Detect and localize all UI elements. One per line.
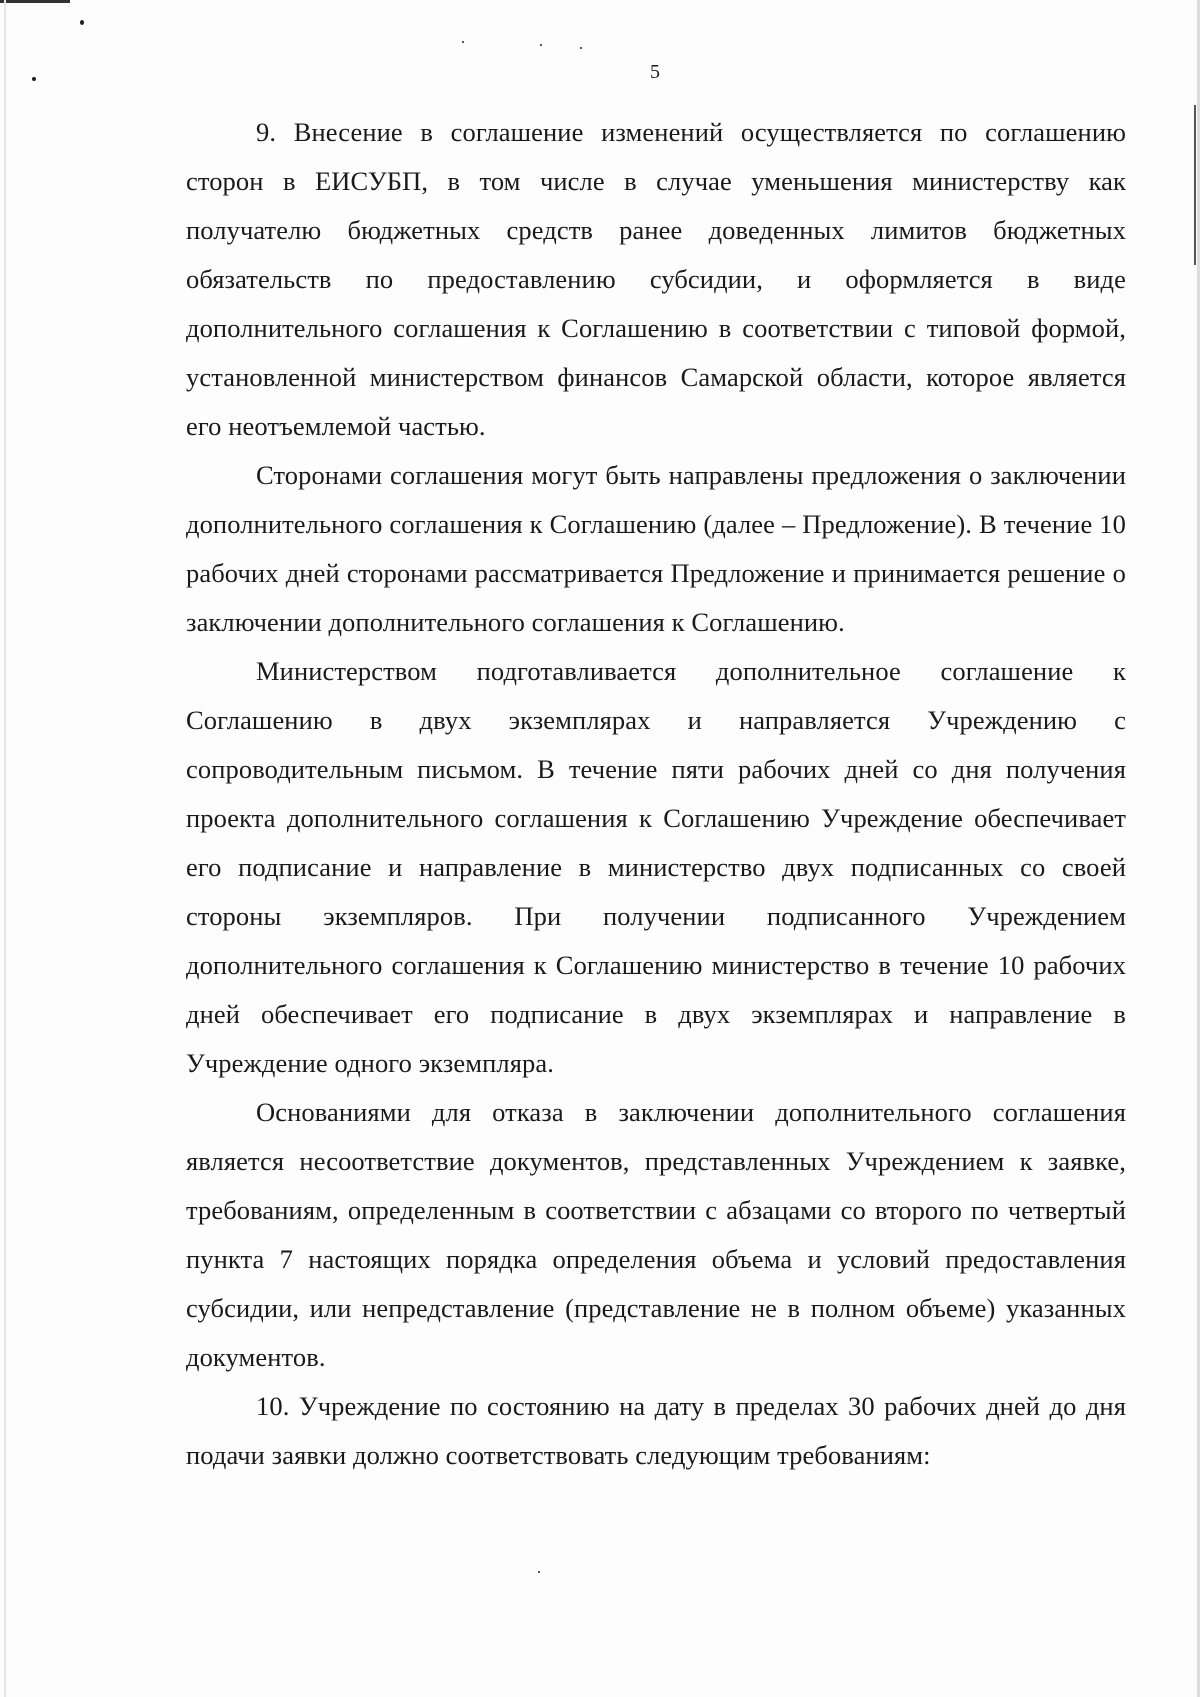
- paragraph-refusal-grounds: Основаниями для отказа в заключении дополнительного соглашения является несоответствие документов, представленных Учреждением к заявке, требованиям, определенным в соответствии с абзацами со второго по четвертый пункта 7 настоящих порядка определения объема и условий предоставления субсидии, или непредставление (представление не в полном объеме) указанных документов.: [186, 1097, 1126, 1372]
- scan-speck: [32, 77, 36, 81]
- scan-speck: [540, 44, 542, 46]
- scan-speck: [80, 20, 84, 25]
- paragraph-item-9: 9. Внесение в соглашение изменений осуществляется по соглашению сторон в ЕИСУБП, в том числе в случае уменьшения министерству как получателю бюджетных средств ранее доведенных лимитов бюджетных обязательств по предоставлению субсидии, и оформляется в виде дополнительного соглашения к Соглашению в соответствии с типовой формой, установленной министерством финансов Самарской области, которое является его неотъемлемой частью.: [186, 117, 1126, 441]
- document-body: [186, 108, 1126, 1480]
- scan-speck: [580, 47, 582, 49]
- page-number: 5: [650, 61, 660, 83]
- scan-artifact-line: [0, 0, 70, 3]
- scan-artifact-left-edge: [4, 0, 6, 1697]
- paragraph-item-10: 10. Учреждение по состоянию на дату в пределах 30 рабочих дней до дня подачи заявки должно соответствовать следующим требованиям:: [186, 1391, 1126, 1470]
- paragraph-ministry-preparation: Министерством подготавливается дополнительное соглашение к Соглашению в двух экземплярах и направляется Учреждению с сопроводительным письмом. В течение пяти рабочих дней со дня получения проекта дополнительного соглашения к Соглашению Учреждение обеспечивает его подписание и направление в министерство двух подписанных со своей стороны экземпляров. При получении подписанного Учреждением дополнительного соглашения к Соглашению министерство в течение 10 рабочих дней обеспечивает его подписание в двух экземплярах и направление в Учреждение одного экземпляра.: [186, 656, 1126, 1078]
- paragraph-proposal: Сторонами соглашения могут быть направлены предложения о заключении дополнительного соглашения к Соглашению (далее – Предложение). В течение 10 рабочих дней сторонами рассматривается Предложение и принимается решение о заключении дополнительного соглашения к Соглашению.: [186, 460, 1126, 637]
- scan-speck: [538, 1571, 540, 1573]
- scan-artifact-right-mark: [1194, 105, 1196, 265]
- scan-speck: [462, 41, 464, 43]
